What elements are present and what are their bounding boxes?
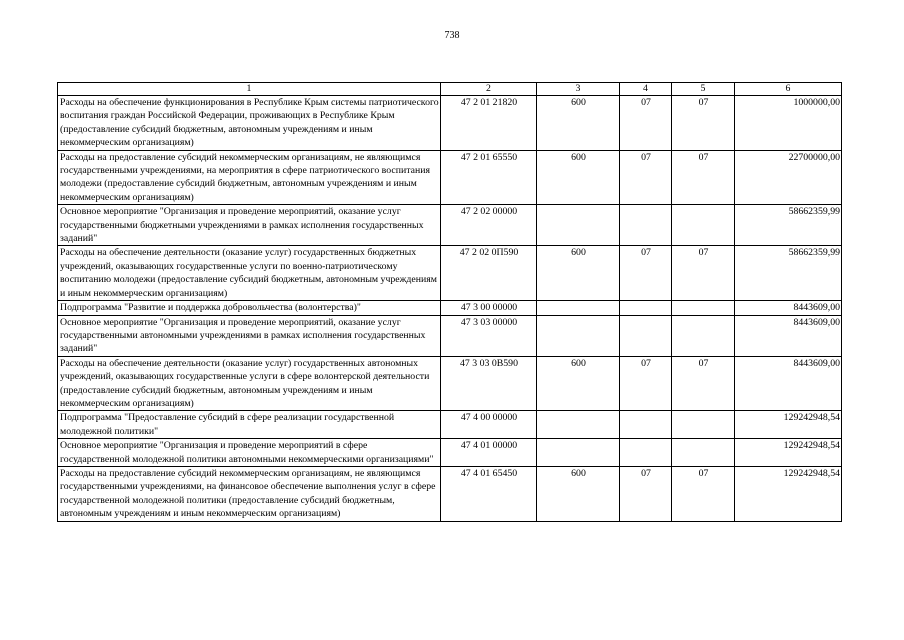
section-code (620, 205, 672, 246)
expense-name: Расходы на обеспечение деятельности (оказание услуг) государственных автономных учреждений, оказывающих государственные услуги в сфере волонтерской деятельности (предоставление субсидий бюджетным, автономным учреждениям и иным некоммерческим организациям) (58, 356, 441, 411)
header-col-6: 6 (735, 83, 842, 96)
expense-group: 600 (537, 356, 620, 411)
expense-name: Расходы на предоставление субсидий некоммерческим организациям, не являющимся государственными учреждениями, на мероприятия в сфере патриотического воспитания молодежи (предоставление субсидий бюджетным, автономным учреждениям и иным некоммерческим организациям) (58, 150, 441, 205)
table-row (58, 315, 842, 356)
section-code (620, 439, 672, 467)
expense-group (537, 205, 620, 246)
subsection-code: 07 (672, 356, 735, 411)
header-col-1: 1 (58, 83, 441, 96)
budget-table (57, 82, 842, 522)
expense-name: Расходы на обеспечение деятельности (оказание услуг) государственных бюджетных учреждений, оказывающих государственные услуги по военно-патриотическому воспитанию молодежи (предоставление субсидий бюджетным, автономным учреждениям и иным некоммерческим организациям) (58, 246, 441, 301)
subsection-code (672, 439, 735, 467)
header-col-5: 5 (672, 83, 735, 96)
table-row (58, 466, 842, 521)
section-code: 07 (620, 246, 672, 301)
subsection-code: 07 (672, 96, 735, 151)
subsection-code (672, 411, 735, 439)
expense-name: Расходы на предоставление субсидий некоммерческим организациям, не являющимся государственными учреждениями, на финансовое обеспечение выполнения услуг в сфере государственной молодежной политики (предоставление субсидий бюджетным, автономным учреждениям и иным некоммерческим организациям) (58, 466, 441, 521)
expense-group (537, 315, 620, 356)
section-code: 07 (620, 466, 672, 521)
table-row (58, 301, 842, 315)
header-row (58, 83, 842, 96)
section-code (620, 411, 672, 439)
amount: 8443609,00 (735, 301, 842, 315)
expense-name: Основное мероприятие "Организация и проведение мероприятий в сфере государственной молодежной политики автономными некоммерческими организациями" (58, 439, 441, 467)
section-code: 07 (620, 96, 672, 151)
subsection-code (672, 315, 735, 356)
expense-name: Подпрограмма "Развитие и поддержка добровольчества (волонтерства)" (58, 301, 441, 315)
expense-group: 600 (537, 150, 620, 205)
amount: 8443609,00 (735, 315, 842, 356)
subsection-code (672, 205, 735, 246)
target-code: 47 4 01 00000 (441, 439, 537, 467)
header-col-4: 4 (620, 83, 672, 96)
target-code: 47 3 03 0В590 (441, 356, 537, 411)
table-row (58, 411, 842, 439)
table-row (58, 96, 842, 151)
subsection-code: 07 (672, 150, 735, 205)
expense-group: 600 (537, 246, 620, 301)
page-number: 738 (444, 30, 460, 41)
subsection-code (672, 301, 735, 315)
amount: 129242948,54 (735, 439, 842, 467)
amount: 58662359,99 (735, 205, 842, 246)
expense-group (537, 439, 620, 467)
table-row (58, 150, 842, 205)
expense-name: Основное мероприятие "Организация и проведение мероприятий, оказание услуг государственными автономными учреждениями в рамках исполнения государственных заданий" (58, 315, 441, 356)
expense-name: Подпрограмма "Предоставление субсидий в сфере реализации государственной молодежной политики" (58, 411, 441, 439)
section-code (620, 315, 672, 356)
expense-name: Основное мероприятие "Организация и проведение мероприятий, оказание услуг государственными бюджетными учреждениями в рамках исполнения государственных заданий" (58, 205, 441, 246)
amount: 8443609,00 (735, 356, 842, 411)
target-code: 47 3 00 00000 (441, 301, 537, 315)
target-code: 47 2 01 65550 (441, 150, 537, 205)
target-code: 47 4 01 65450 (441, 466, 537, 521)
table-row (58, 246, 842, 301)
section-code (620, 301, 672, 315)
amount: 129242948,54 (735, 466, 842, 521)
expense-group: 600 (537, 96, 620, 151)
target-code: 47 4 00 00000 (441, 411, 537, 439)
header-col-3: 3 (537, 83, 620, 96)
amount: 1000000,00 (735, 96, 842, 151)
table-row (58, 356, 842, 411)
budget-table-body (58, 83, 842, 522)
target-code: 47 2 01 21820 (441, 96, 537, 151)
subsection-code: 07 (672, 466, 735, 521)
header-col-2: 2 (441, 83, 537, 96)
section-code: 07 (620, 356, 672, 411)
target-code: 47 2 02 0П590 (441, 246, 537, 301)
expense-group: 600 (537, 466, 620, 521)
table-row (58, 439, 842, 467)
subsection-code: 07 (672, 246, 735, 301)
amount: 58662359,99 (735, 246, 842, 301)
target-code: 47 3 03 00000 (441, 315, 537, 356)
expense-name: Расходы на обеспечение функционирования в Республике Крым системы патриотического воспитания граждан Российской Федерации, проживающих в Республике Крым (предоставление субсидий бюджетным, автономным учреждениям и иным некоммерческим организациям) (58, 96, 441, 151)
section-code: 07 (620, 150, 672, 205)
expense-group (537, 301, 620, 315)
table-row (58, 205, 842, 246)
amount: 22700000,00 (735, 150, 842, 205)
amount: 129242948,54 (735, 411, 842, 439)
target-code: 47 2 02 00000 (441, 205, 537, 246)
expense-group (537, 411, 620, 439)
